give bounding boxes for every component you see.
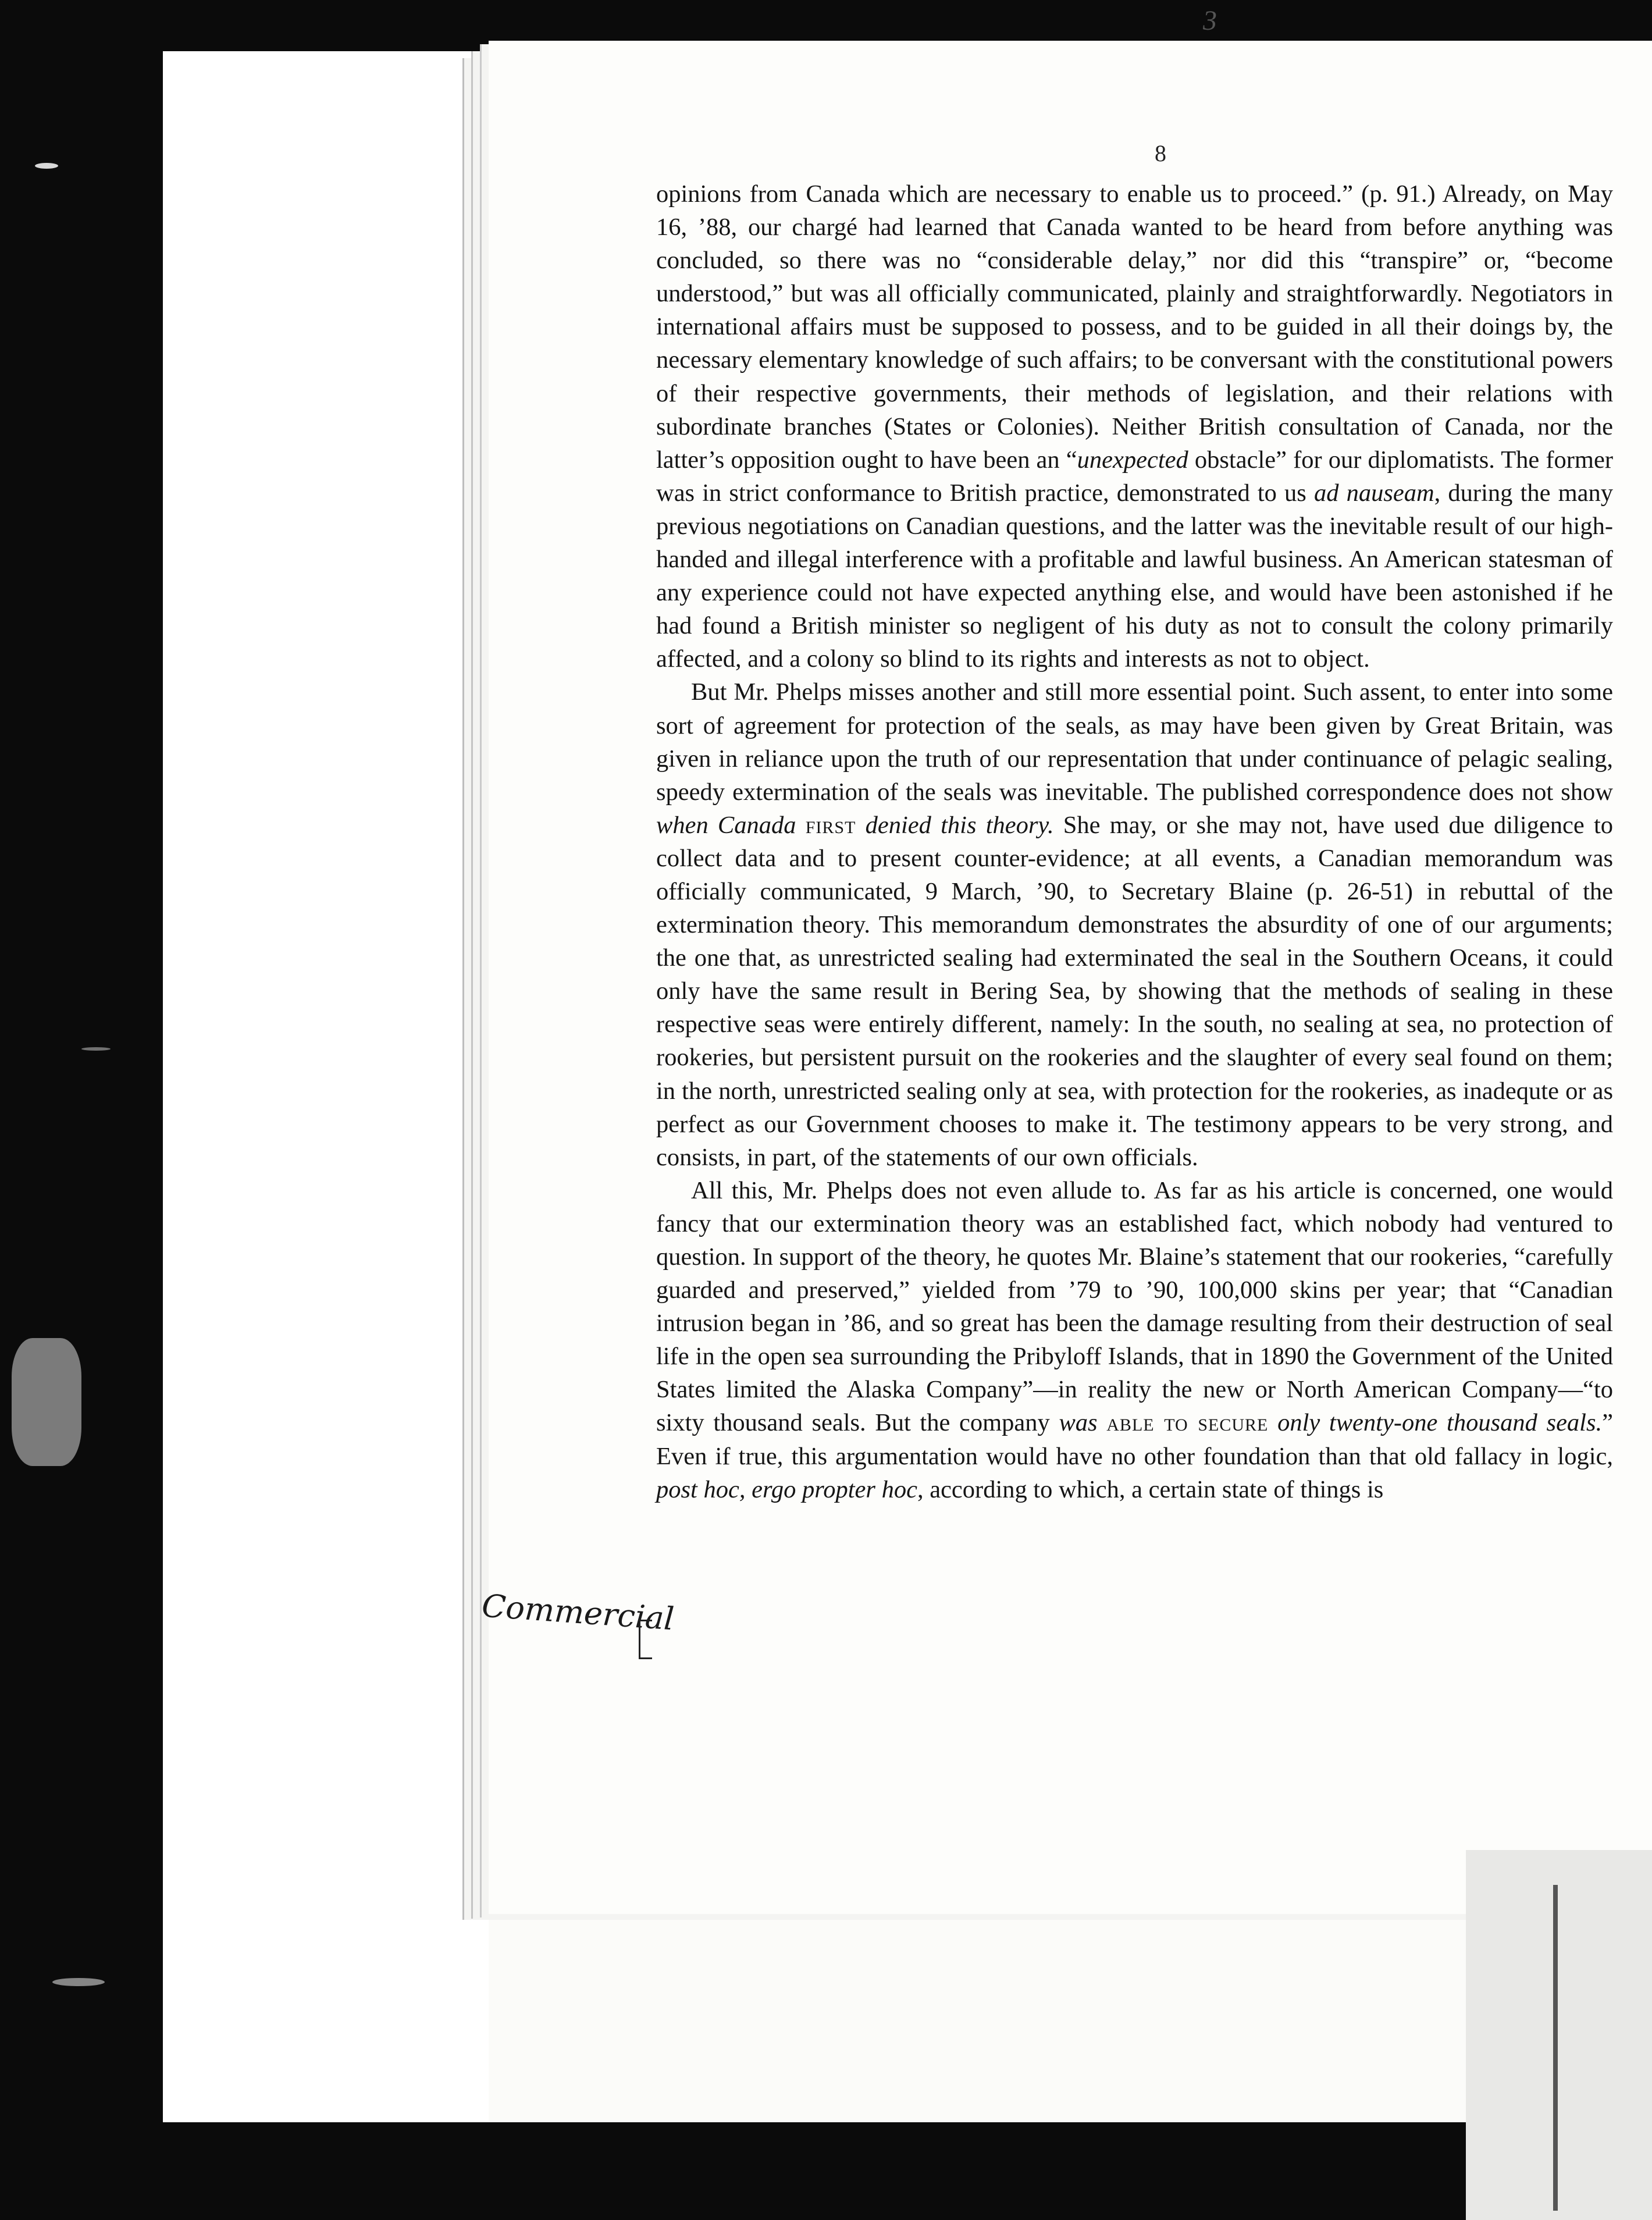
scan-speck	[52, 1978, 105, 1986]
small-caps-text: first	[805, 811, 856, 839]
scan-speck	[35, 163, 58, 169]
paragraph	[656, 1174, 1613, 1506]
text-run	[1098, 1409, 1107, 1436]
binding-tab	[1466, 1850, 1652, 2220]
scan-speck	[12, 1338, 81, 1466]
text-run	[796, 812, 806, 839]
italic-text: was	[1059, 1409, 1098, 1437]
paragraph	[656, 177, 1613, 675]
text-run: She may, or she may not, have used due diligence to collect data and to present counter-evidence; at all events, a Canadian memorandum was officially communicated, 9 March, ’90, to Secretary Blaine (p. 26-51) in rebuttal of the extermination theory. This memorandum demonstrates the absurdity of one of our arguments; the one that, as unrestricted sealing had exterminated the seal in the Southern Oceans, it could only have the same result in Bering Sea, by showing that the methods of sealing in these respective seas were entirely different, namely: In the south, no sealing at sea, no protection of rookeries, but persistent pursuit on the rookeries and the slaughter of every seal found on them; in the north, unrestricted sealing only at sea, with protection for the rookeries, as inadequte or as perfect as our Government chooses to make it. The testimony appears to be very strong, and consists, in part, of the statements of our own officials.	[656, 811, 1614, 1171]
small-caps-text: able to secure	[1106, 1409, 1269, 1437]
text-run: ” Even if true, this argumentation would have no other foundation than that old fallacy in logic,	[656, 1409, 1614, 1470]
scan-speck	[81, 1047, 111, 1051]
handwritten-marginal-note: Commercial	[480, 1587, 675, 1638]
italic-text: ad nauseam	[1313, 479, 1434, 507]
text-run	[1268, 1409, 1277, 1436]
italic-text: when Canada	[656, 811, 796, 839]
text-run: , during the many previous negotiations on Canadian questions, and the latter was the inevitable result of our high-handed and illegal interference with a profitable and lawful business. An American statesman of any experience could not have expected anything else, and would have been astonished if he had found a British minister so negligent of his duty as not to consult the colony primarily affected, and a colony so blind to its rights and interests as not to object.	[656, 479, 1613, 673]
italic-text: only twenty-one thousand seals.	[1277, 1409, 1603, 1437]
pencil-mark: 3	[1203, 5, 1217, 36]
text-run: , according to which, a certain state of things is	[917, 1475, 1384, 1503]
binding-fold	[1553, 1885, 1558, 2211]
paragraph	[656, 675, 1613, 1173]
page-number: 8	[1155, 140, 1166, 166]
text-run: opinions from Canada which are necessary to enable us to proceed.” (p. 91.) Already, on May 16, ’88, our chargé had learned that Canada wanted to be heard from before anything was concluded, so there was no “considerable delay,” nor did this “transpire” or, “become understood,” but was all officially communicated, plainly and straightforwardly. Negotiators in international affairs must be supposed to possess, and to be guided in all their doings by, the necessary elementary knowledge of such affairs; to be conversant with the constitutional powers of their respective governments, their methods of legislation, and their relations with subordinate branches (States or Colonies). Neither British consultation of Canada, nor the latter’s opposition ought to have been an “	[656, 180, 1613, 474]
text-run: All this, Mr. Phelps does not even allude to. As far as his article is concerned, one would fancy that our extermination theory was an established fact, which nobody had ventured to question. In support of the theory, he quotes Mr. Blaine’s statement that our rookeries, “carefully guarded and preserved,” yielded from ’79 to ’90, 100,000 skins per year; that “Canadian intrusion began in ’86, and so great has been the damage resulting from their destruction of seal life in the open sea surrounding the Pribyloff Islands, that in 1890 the Government of the United States limited the Alaska Company”—in reality the new or North American Company—“to sixty thousand seals. But the company	[656, 1176, 1613, 1437]
body-text	[656, 177, 1613, 1506]
text-run	[856, 812, 865, 839]
italic-text: post hoc, ergo propter hoc	[656, 1475, 917, 1503]
handwritten-bracket	[639, 1620, 652, 1659]
page-margin	[163, 51, 489, 2122]
text-run: obstacle” for our diplomatists. The former was in strict conformance to British practice, demonstrated to us	[656, 446, 1613, 507]
italic-text: denied this theory.	[865, 811, 1054, 839]
text-run: But Mr. Phelps misses another and still more essential point. Such assent, to enter into some sort of agreement for protection of the seals, as may have been given by Great Britain, was given in reliance upon the truth of our representation that under continuance of pelagic sealing, speedy extermination of the seals was inevitable. The published correspondence does not show	[656, 678, 1613, 806]
italic-text: unexpected	[1077, 446, 1188, 474]
